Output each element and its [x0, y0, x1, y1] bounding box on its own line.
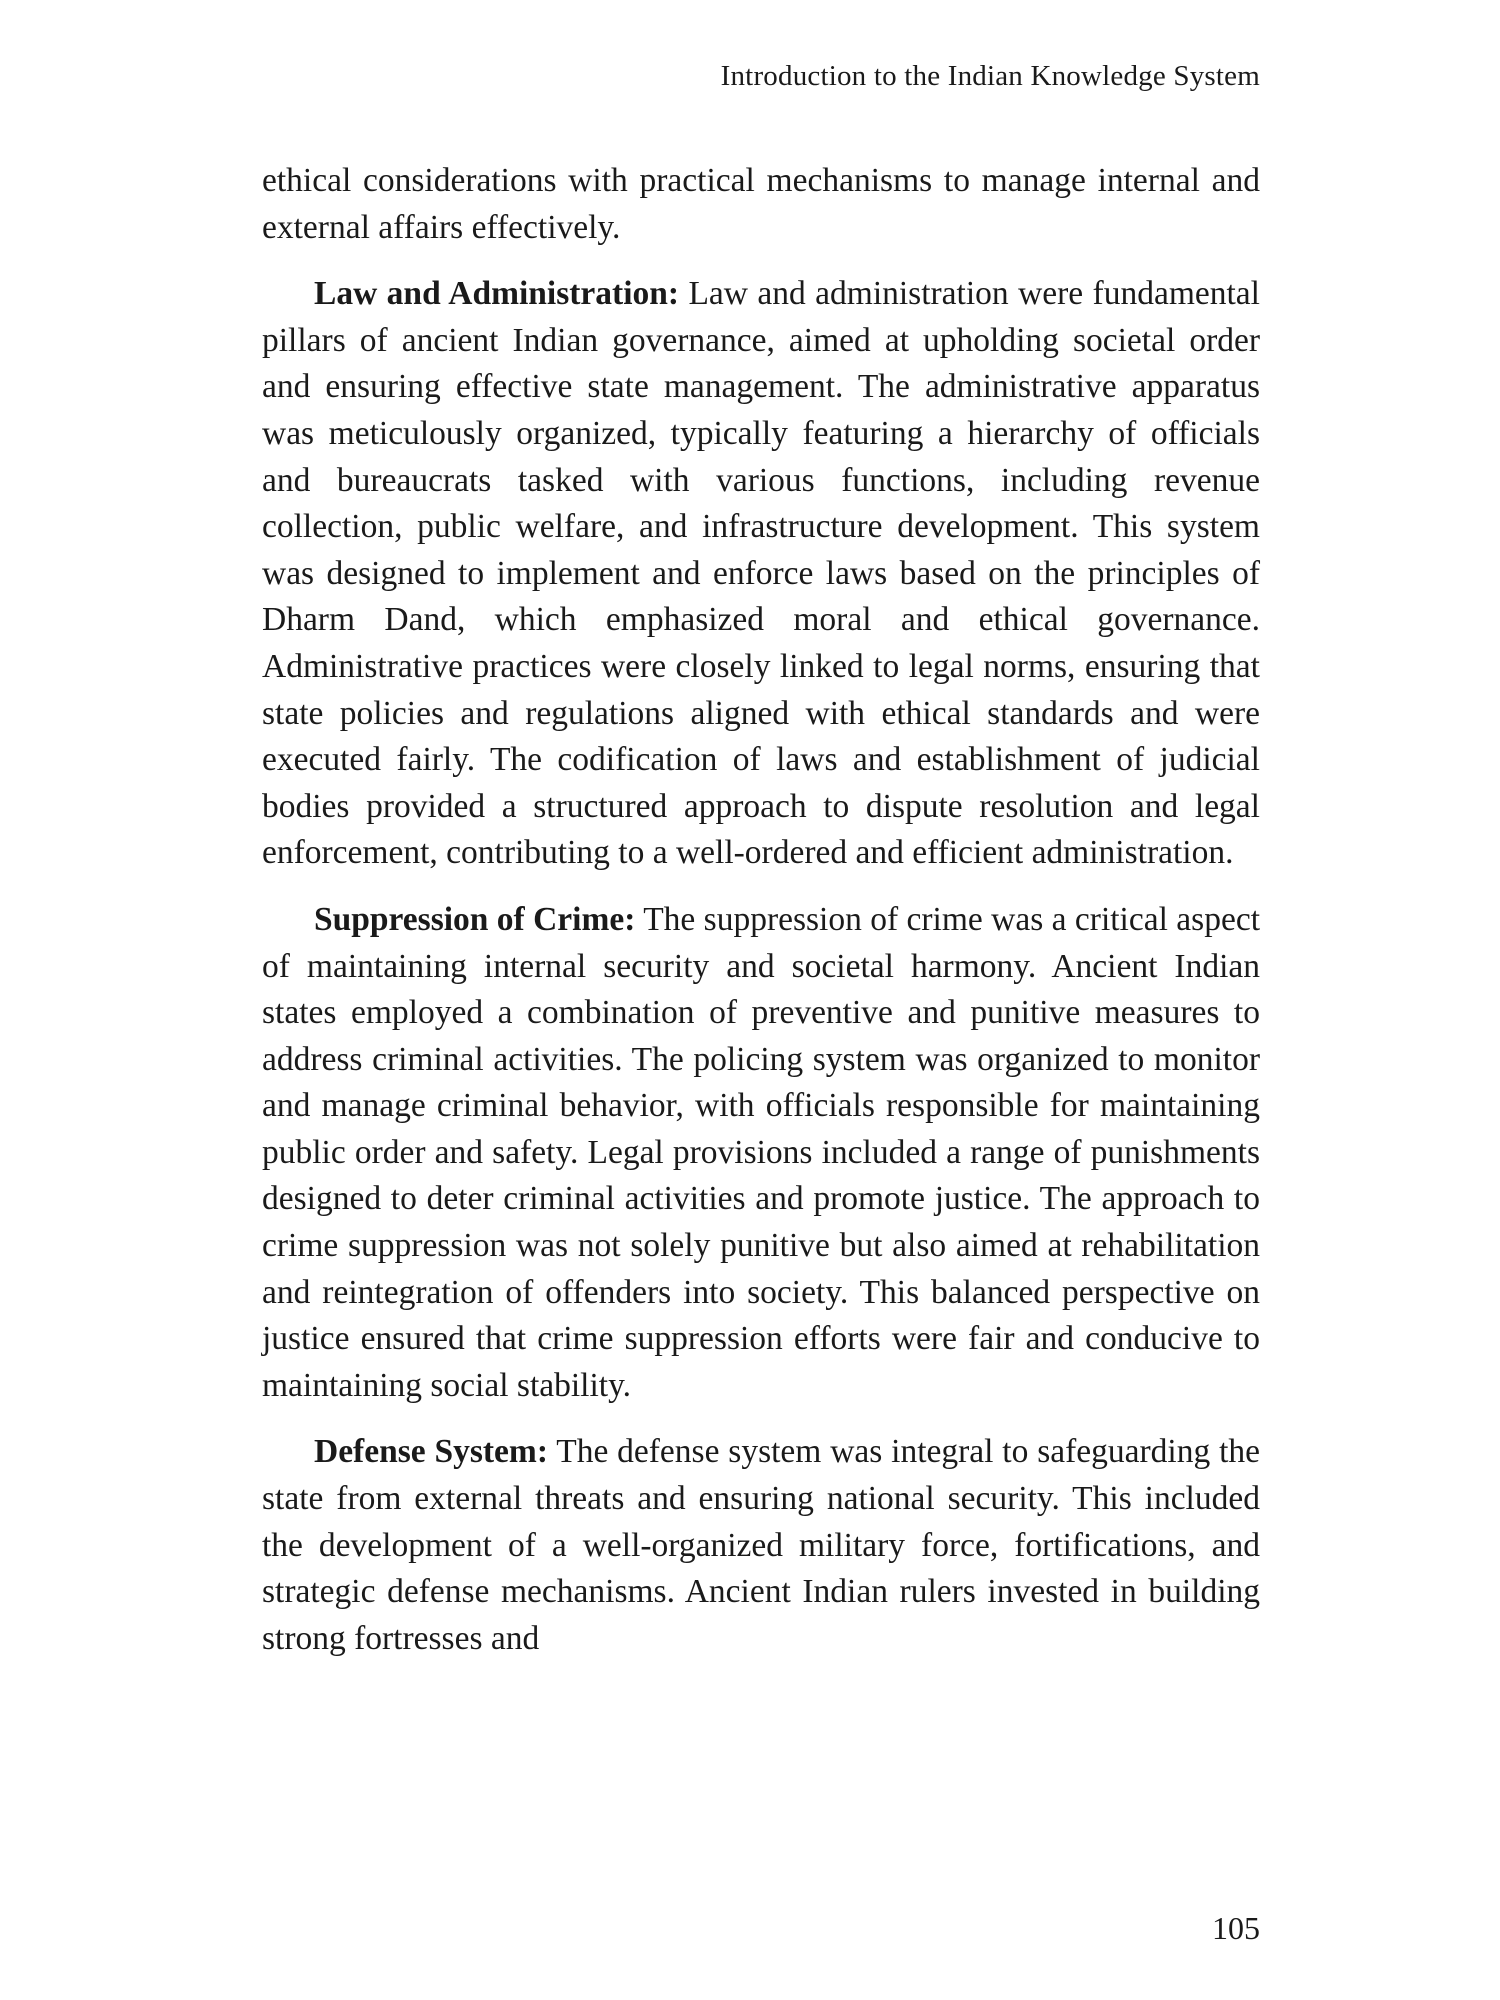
section-heading-defense-system: Defense System:	[314, 1433, 548, 1471]
paragraph-defense-system	[262, 1429, 1260, 1662]
paragraph-law-and-administration	[262, 271, 1260, 877]
section-heading-suppression-of-crime: Suppression of Crime:	[314, 900, 636, 938]
section-heading-law-and-administration: Law and Administration:	[314, 275, 680, 313]
running-head-title: Introduction to the Indian Knowledge System	[720, 60, 1260, 92]
section-text-defense-system: The defense system was integral to safeguarding the state from external threats and ensuring national security. This included the development of a well-organized military force, fortifications, and strategic defense mechanisms. Ancient Indian rulers invested in building strong fortresses and	[262, 1433, 1260, 1657]
section-text-law-and-administration: Law and administration were fundamental pillars of ancient Indian governance, aimed at upholding societal order and ensuring effective state management. The administrative apparatus was meticulously organized, typically featuring a hierarchy of officials and bureaucrats tasked with various functions, including revenue collection, public welfare, and infrastructure development. This system was designed to implement and enforce laws based on the principles of Dharm Dand, which emphasized moral and ethical governance. Administrative practices were closely linked to legal norms, ensuring that state policies and regulations aligned with ethical standards and were executed fairly. The codification of laws and establishment of judicial bodies provided a structured approach to dispute resolution and legal enforcement, contributing to a well-ordered and efficient administration.	[262, 275, 1260, 872]
body-text	[262, 158, 1260, 1682]
section-text-suppression-of-crime: The suppression of crime was a critical aspect of maintaining internal security and societal harmony. Ancient Indian states employed a combination of preventive and punitive measures to address criminal activities. The policing system was organized to monitor and manage criminal behavior, with officials responsible for maintaining public order and safety. Legal provisions included a range of punishments designed to deter criminal activities and promote justice. The approach to crime suppression was not solely punitive but also aimed at rehabilitation and reintegration of offenders into society. This balanced perspective on justice ensured that crime suppression efforts were fair and conducive to maintaining social stability.	[262, 900, 1260, 1404]
paragraph-suppression-of-crime	[262, 897, 1260, 1410]
page-number: 105	[1212, 1910, 1260, 1946]
continuation-paragraph: ethical considerations with practical mechanisms to manage internal and external affairs effectively.	[262, 162, 1260, 246]
